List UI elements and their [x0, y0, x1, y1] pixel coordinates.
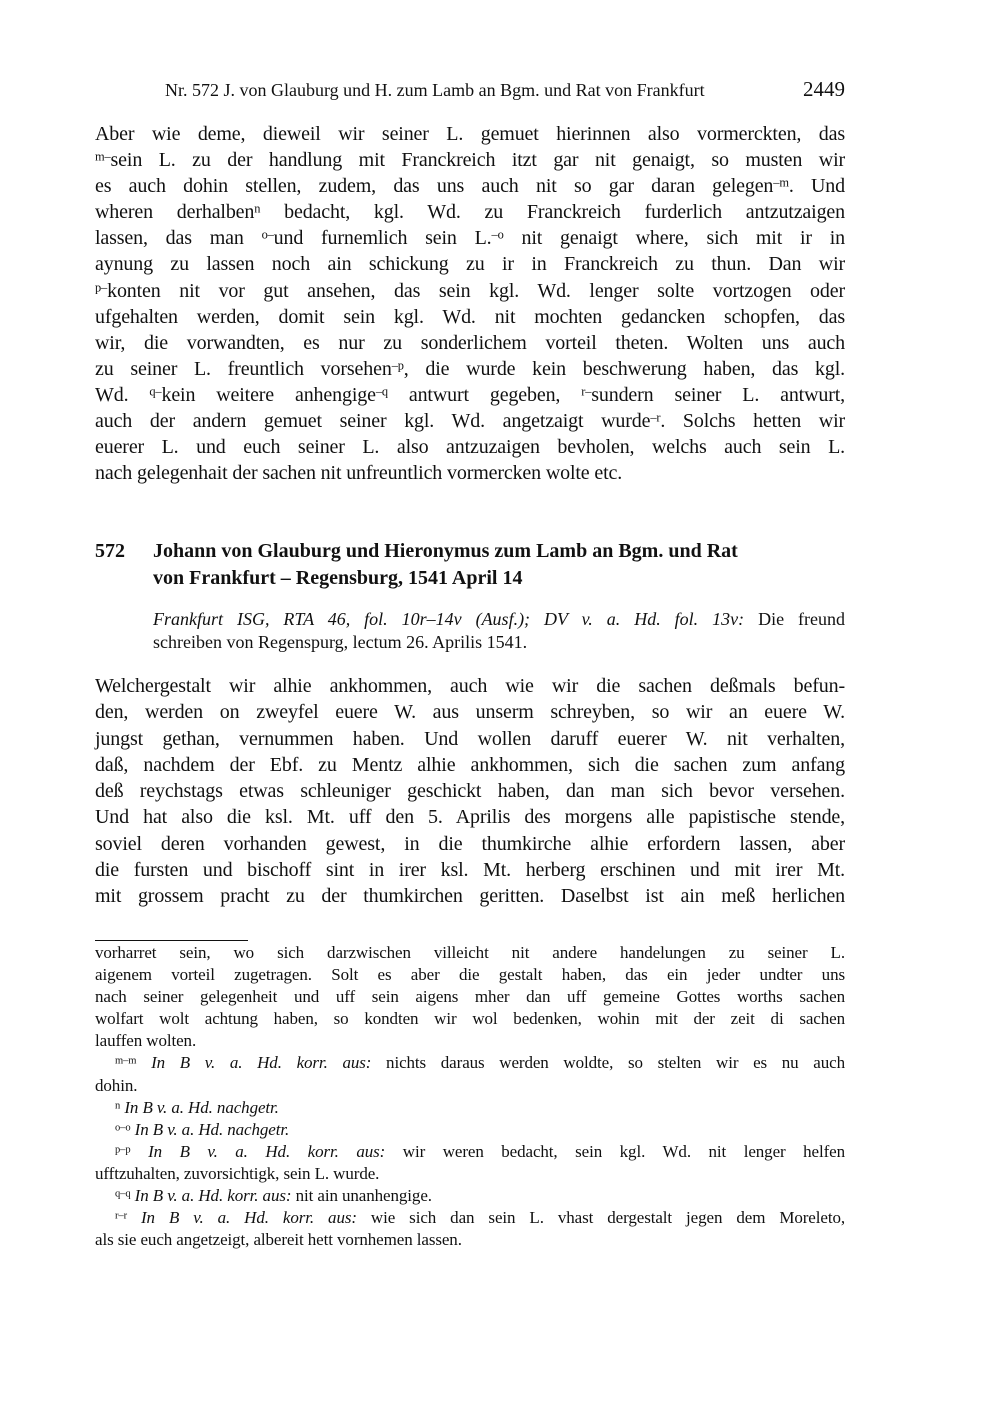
text-line — [95, 199, 845, 225]
text-line — [95, 986, 845, 1008]
document-number: 572 — [95, 540, 125, 562]
text-line — [95, 831, 845, 857]
text-line — [95, 726, 845, 752]
running-title: Nr. 572 J. von Glauburg und H. zum Lamb an Bgm. und Rat von Frankfurt — [165, 80, 705, 100]
text-run: aynung zu lassen noch ain schickung zu ir in Franckreich zu thun. Dan wir — [95, 253, 845, 276]
footnote-marker: –r — [650, 410, 661, 425]
text-line — [95, 1185, 845, 1207]
text-run: bedacht, kgl. Wd. zu Franckreich furderlich antzutzaigen — [260, 201, 845, 224]
text-line — [95, 942, 845, 964]
text-run: den, werden on zweyfel euere W. aus unserm schreyben, so wir an euere W. — [95, 701, 845, 724]
text-run: sundern seiner L. antwurt, — [591, 383, 846, 406]
footnote-marker: o– — [261, 227, 274, 242]
text-run: wir weren bedacht, sein kgl. Wd. nit lenger helfen — [385, 1141, 846, 1161]
text-run: nichts daraus werden woldte, so stelten wir es nu auch — [371, 1053, 846, 1073]
text-run: Aber wie deme, dieweil wir seiner L. gemuet hierinnen also vormerckten, das — [95, 123, 845, 145]
text-line — [95, 278, 845, 304]
italic-run: In B v. a. Hd. nachgetr. — [134, 1119, 290, 1139]
text-line — [95, 225, 845, 251]
text-line — [95, 964, 845, 986]
text-run: soviel deren vorhanden gewest, in die thumkirche alhie erfordern lassen, aber — [95, 832, 845, 855]
text-run: ufftzuhalten, zuvorsichtigk, sein L. wurde. — [95, 1163, 380, 1183]
footnote-marker: o–o — [115, 1122, 131, 1134]
footnote-marker: r– — [581, 384, 592, 399]
text-line — [95, 1097, 845, 1119]
text-run — [131, 1142, 149, 1161]
text-line — [95, 857, 845, 883]
footnote-marker: m– — [95, 149, 111, 164]
text-run: wie sich dan sein L. vhast dergestalt jegen dem Moreleto, — [356, 1208, 845, 1228]
text-run: wheren derhalben — [95, 201, 255, 224]
text-line — [95, 121, 845, 147]
text-line — [95, 1030, 845, 1052]
text-line — [95, 1008, 845, 1030]
text-run: Und hat also die ksl. Mt. uff den 5. Aprilis des morgens alle papistische stende, — [95, 806, 845, 829]
heading-title-line: Johann von Glauburg und Hieronymus zum Lamb an Bgm. und Rat — [153, 540, 738, 562]
footnote-marker: m–m — [115, 1055, 137, 1067]
text-line — [95, 1163, 845, 1185]
text-run: euerer L. und euch seiner L. also antzuzaigen bevholen, welchs auch sein L. — [95, 436, 845, 459]
footnote-marker: n — [115, 1099, 121, 1111]
footnote-marker: r–r — [115, 1210, 127, 1222]
text-run: lassen, das man — [95, 227, 262, 250]
text-run: sein L. zu der handlung mit Franckreich itzt gar nit genaigt, so musten wir — [110, 149, 845, 172]
heading-title-line: von Frankfurt – Regensburg, 1541 April 14 — [153, 567, 523, 589]
text-run: lauffen wolten. — [95, 1031, 197, 1051]
italic-run: In B v. a. Hd. nachgetr. — [124, 1097, 279, 1117]
text-run: die fursten und bischoff sint in irer ksl. Mt. herberg erschinen und mit irer Mt. — [95, 859, 845, 882]
text-run: zu seiner L. freuntlich vorsehen — [95, 357, 392, 380]
text-run: nit ain unanhengige. — [291, 1186, 432, 1206]
text-line — [95, 752, 845, 778]
text-run: Wd. — [95, 383, 150, 406]
text-line — [95, 778, 845, 804]
text-line — [95, 434, 845, 460]
footnote-marker: q–q — [115, 1188, 131, 1200]
text-line — [95, 1229, 845, 1251]
text-line — [95, 673, 845, 699]
text-run: auch der andern gemuet seiner kgl. Wd. angetzaigt wurde — [95, 410, 651, 433]
text-run: Welchergestalt wir alhie ankhommen, auch wie wir die sachen deßmals befun- — [95, 675, 845, 697]
footnote-marker: q– — [149, 384, 162, 399]
text-line — [153, 631, 845, 654]
text-run: jungst gethan, vernummen haben. Und wollen daruff euerer W. nit verhalten, — [95, 727, 845, 750]
italic-run: In B v. a. Hd. korr. aus: — [141, 1208, 357, 1228]
text-run: antwurt gegeben, — [387, 383, 582, 406]
text-line — [95, 173, 845, 199]
text-line — [95, 304, 845, 330]
page-number: 2449 — [803, 77, 845, 101]
text-line — [95, 1075, 845, 1097]
text-run: Die freund — [744, 609, 845, 629]
text-line — [95, 804, 845, 830]
italic-run: In B v. a. Hd. korr. aus: — [151, 1053, 372, 1073]
footnote-marker: –q — [375, 384, 388, 399]
text-line — [95, 382, 845, 408]
text-run — [136, 1053, 151, 1072]
text-run: mit grossem pracht zu der thumkirchen geritten. Daselbst ist ain meß herlichen — [95, 885, 845, 908]
text-run: nit genaigt where, sich mit ir in — [503, 227, 845, 250]
text-run: aigenem vorteil zugetragen. Solt es aber die gestalt haben, das ein jeder undter uns — [95, 965, 845, 985]
footnote-marker: –p — [391, 358, 404, 373]
text-line — [153, 608, 845, 631]
paragraph-continued — [95, 121, 845, 486]
footnote-divider — [95, 940, 248, 941]
text-run: wolfart wolt achtung haben, so kondten wir wol bedenken, wohin mit der zeit di sachen — [95, 1009, 845, 1029]
text-line — [95, 699, 845, 725]
running-header — [165, 77, 845, 102]
text-run: wir, die vorwandten, es nur zu sonderlichem vorteil theten. Wolten uns auch — [95, 331, 845, 354]
text-run: . Solchs hetten wir — [660, 410, 845, 433]
footnote-marker: –m — [773, 175, 789, 190]
source-note — [153, 608, 845, 654]
text-line — [95, 460, 845, 486]
text-run: es auch dohin stellen, zudem, das uns auch nit so gar daran gelegen — [95, 175, 774, 198]
text-line — [95, 147, 845, 173]
text-line — [95, 1141, 845, 1163]
text-line — [95, 408, 845, 434]
text-line — [95, 1207, 845, 1229]
footnote-marker: p–p — [115, 1144, 131, 1156]
text-run: deß reychstags etwas schleuniger geschickt haben, dan man sich bevor versehen. — [95, 780, 845, 803]
italic-run: In B v. a. Hd. korr. aus: — [148, 1141, 386, 1161]
text-run: , die wurde kein beschwerung haben, das kgl. — [403, 357, 845, 380]
text-run: und furnemlich sein L. — [273, 227, 492, 250]
text-line — [95, 883, 845, 909]
italic-run: Frankfurt ISG, RTA 46, fol. 10r–14v (Ausf.); DV v. a. Hd. fol. 13v: — [153, 609, 745, 629]
footnote-marker: –o — [491, 227, 504, 242]
text-run: nach gelegenhait der sachen nit unfreuntlich vormercken wolte etc. — [95, 462, 623, 485]
italic-run: In B v. a. Hd. korr. aus: — [134, 1186, 292, 1206]
text-run: kein weitere anhengige — [161, 383, 376, 406]
footnote-marker: p– — [95, 279, 108, 294]
paragraph-letter-body — [95, 673, 845, 910]
footnotes — [95, 942, 845, 1251]
footnote-marker: n — [254, 201, 261, 216]
text-run: . Und — [788, 175, 846, 198]
text-run: konten nit vor gut ansehen, das sein kgl. Wd. lenger solte vortzogen oder — [107, 279, 845, 302]
text-run: daß, nachdem der Ebf. zu Mentz alhie ankhommen, sich die sachen zum anfang — [95, 753, 845, 776]
text-run: ufgehalten werden, domit sein kgl. Wd. nit mochten gedancken schopfen, das — [95, 305, 845, 328]
text-line — [95, 330, 845, 356]
text-line — [95, 356, 845, 382]
text-run: vorharret sein, wo sich darzwischen villeicht nit andere handelungen zu seiner L. — [95, 943, 845, 962]
text-run: nach seiner gelegenheit und uff sein aigens mher dan uff gemeine Gottes worths sachen — [95, 987, 845, 1007]
text-line — [95, 251, 845, 277]
text-run: dohin. — [95, 1075, 138, 1095]
text-run — [127, 1208, 141, 1227]
text-run: schreiben von Regenspurg, lectum 26. Aprilis 1541. — [153, 632, 528, 652]
text-line — [95, 1052, 845, 1074]
text-line — [95, 1119, 845, 1141]
text-run: als sie euch angetzeigt, albereit hett vornhemen lassen. — [95, 1230, 462, 1250]
